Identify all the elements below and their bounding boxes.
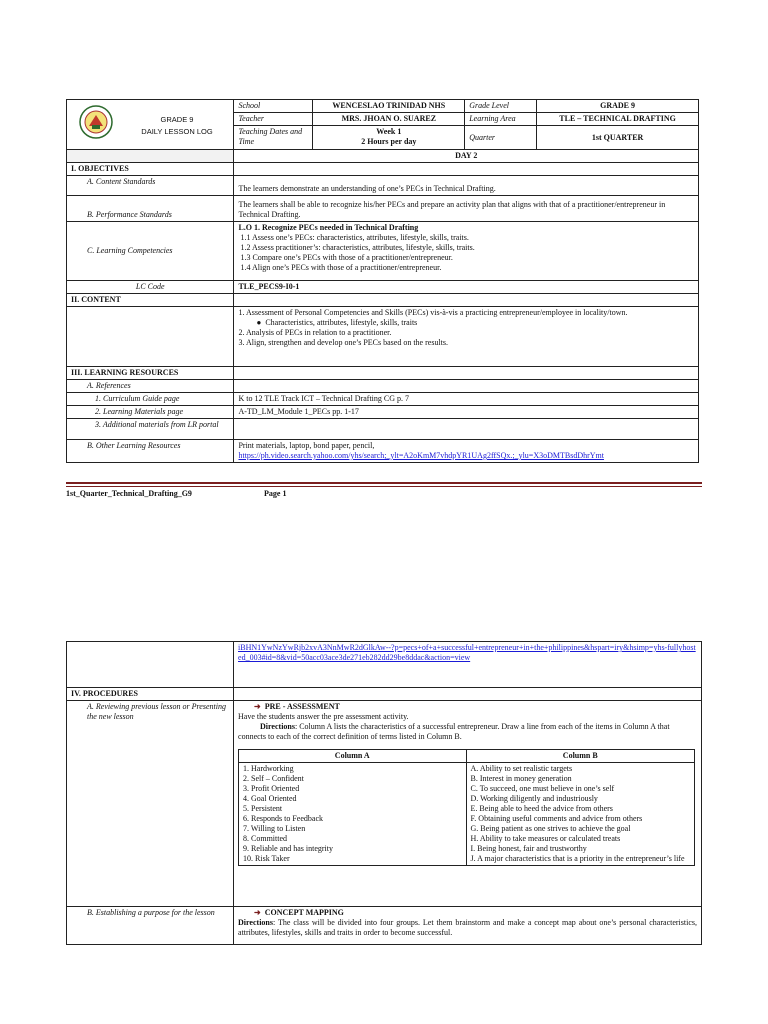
references-label: A. References [67,380,234,393]
teacher-value: MRS. JHOAN O. SUAREZ [313,113,465,126]
content-item-1: 1. Assessment of Personal Competencies and Skills (PECs) vis-à-vis a practicing entrepreneur/employee in locality/town. [238,308,628,317]
blank-cell [234,688,702,701]
column-b-item: J. A major characteristics that is a priority in the entrepreneur’s life [470,854,685,863]
day-label: DAY 2 [234,150,699,163]
objectives-heading: I. OBJECTIVES [67,163,234,176]
blank-cell [67,150,234,163]
competency-item: 1.4 Align one’s PECs with those of a practitioner/entrepreneur. [240,263,442,272]
learning-area-value: TLE – TECHNICAL DRAFTING [537,113,699,126]
grade-level-label: Grade Level [465,100,537,113]
pre-assessment-title-text: PRE - ASSESSMENT [264,702,340,711]
pre-intro: Have the students answer the pre assessment activity. [238,712,409,721]
dates-hours: 2 Hours per day [361,137,417,146]
column-b-item: G. Being patient as one strives to achieve the goal [470,824,631,833]
concept-directions-text: : The class will be divided into four groups. Let them brainstorm and make a concept map about one’s personal characteristics, attributes, lifestyles, skills and traits in order to become successful. [238,918,697,937]
matching-table [238,749,695,866]
content-item-2: 2. Analysis of PECs in relation to a practitioner. [238,328,392,337]
directions-label: Directions [238,918,273,927]
log-title: DAILY LESSON LOG [141,127,213,136]
blank-cell [67,642,234,688]
school-seal-icon [79,105,113,139]
blank-cell [234,419,699,440]
column-b-item: H. Ability to take measures or calculated treats [470,834,621,843]
school-value: WENCESLAO TRINIDAD NHS [313,100,465,113]
column-b-item: D. Working diligently and industriously [470,794,598,803]
column-a-list [239,763,466,866]
procedure-a-label: A. Reviewing previous lesson or Presenting the new lesson [67,701,234,907]
lo-title: L.O 1. Recognize PECs needed in Technical Drafting [238,223,419,232]
pre-directions [238,722,697,742]
column-a-header: Column A [239,750,466,763]
column-a-item: 2. Self – Confident [243,774,304,783]
lm-label: 2. Learning Materials page [67,406,234,419]
arrow-bullet-icon: ➜ [254,702,265,711]
arrow-bullet-icon: ➜ [254,908,265,917]
column-b-item: I. Being honest, fair and trustworthy [470,844,587,853]
competency-item: 1.1 Assess one’s PECs: characteristics, attributes, lifestyle, skills, traits. [240,233,469,242]
learning-area-label: Learning Area [465,113,537,126]
column-b-item: B. Interest in money generation [470,774,572,783]
column-a-item: 3. Profit Oriented [243,784,300,793]
dates-week: Week 1 [376,127,402,136]
teacher-label: Teacher [234,113,313,126]
grade-title: GRADE 9 [160,115,194,124]
column-b-header: Column B [466,750,695,763]
blank-cell [234,367,699,380]
procedure-b-content [234,907,702,945]
column-b-item: C. To succeed, one must believe in one’s self [470,784,615,793]
lc-code-value: TLE_PECS9-I0-1 [234,281,699,294]
directions-label: Directions [260,722,295,731]
competency-item: 1.3 Compare one’s PECs with those of a practitioner/entrepreneur. [240,253,453,262]
link-continued [234,642,702,688]
procedures-heading: IV. PROCEDURES [67,688,234,701]
other-resources-text: Print materials, laptop, bond paper, pencil, [238,441,375,450]
additional-materials-label: 3. Additional materials from LR portal [67,419,234,440]
content-heading: II. CONTENT [67,294,234,307]
quarter-label: Quarter [465,126,537,150]
competencies-label: C. Learning Competencies [67,222,234,281]
lm-value: A-TD_LM_Module 1_PECs pp. 1-17 [234,406,699,419]
content-standards-value: The learners demonstrate an understanding of one’s PECs in Technical Drafting. [234,176,699,196]
content-value [234,307,699,367]
concept-mapping-title [238,908,697,918]
concept-mapping-title-text: CONCEPT MAPPING [264,908,344,917]
competencies-value [234,222,699,281]
column-a-item: 10. Risk Taker [243,854,290,863]
quarter-value: 1st QUARTER [537,126,699,150]
lesson-log-table-page2 [66,641,702,945]
video-link[interactable]: https://ph.video.search.yahoo.com/yhs/search;_ylt=A2oKmM7vhdpYR1UAg2ffSQx.;_ylu=X3oDMTBsdDhrYmt [238,451,604,460]
pre-assessment-title [238,702,697,712]
column-a-item: 7. Willing to Listen [243,824,306,833]
content-standards-label: A. Content Standards [67,176,234,196]
concept-directions [238,918,697,938]
cg-value: K to 12 TLE Track ICT – Technical Drafting CG p. 7 [234,393,699,406]
header-logo-cell [67,100,234,150]
column-b-item: A. Ability to set realistic targets [470,764,573,773]
dates-value [313,126,465,150]
competency-item: 1.2 Assess practitioner’s: characteristics, attributes, lifestyle, skills, traits. [240,243,475,252]
procedure-a-content [234,701,702,907]
footer-left: 1st_Quarter_Technical_Drafting_G9 [66,489,192,498]
other-resources-label: B. Other Learning Resources [67,440,234,463]
content-item-3: 3. Align, strengthen and develop one’s PECs based on the results. [238,338,448,347]
column-b-item: F. Obtaining useful comments and advice from others [470,814,643,823]
cg-label: 1. Curriculum Guide page [67,393,234,406]
blank-cell [234,380,699,393]
content-bullet [238,318,694,328]
performance-standards-value: The learners shall be able to recognize his/her PECs and prepare an activity plan that aligns with that of a practitioner/entrepreneur in Technical Drafting. [234,196,699,222]
column-a-item: 1. Hardworking [243,764,294,773]
lesson-log-table-page1 [66,99,699,463]
footer-divider-thin [66,486,702,487]
column-a-item: 9. Reliable and has integrity [243,844,333,853]
content-bullet-text: Characteristics, attributes, lifestyle, skills, traits [265,318,418,327]
column-a-item: 6. Responds to Feedback [243,814,324,823]
column-a-item: 8. Committed [243,834,288,843]
lc-code-label: LC Code [67,281,234,294]
video-link-continued[interactable]: iBHN1YwNzYwRjb2xvA3NnMwR2dGlkAw--?p=pecs+of+a+successful+entrepreneur+in+the+philippines&hspart=iry&hsimp=yhs-fullyhosted_003#id=8&vid=50acc03ace3de271eb282dd29be8ddac&action=view [238,643,696,662]
column-a-item: 4. Goal Oriented [243,794,297,803]
other-resources-value [234,440,699,463]
column-a-item: 5. Persistent [243,804,283,813]
blank-cell [67,307,234,367]
column-b-item: E. Being able to heed the advice from others [470,804,613,813]
blank-cell [234,163,699,176]
procedure-b-label: B. Establishing a purpose for the lesson [67,907,234,945]
grade-level-value: GRADE 9 [537,100,699,113]
page-number: Page 1 [264,489,287,498]
bullet-icon: ● [256,318,266,327]
dates-label: Teaching Dates and Time [234,126,313,150]
footer-divider [66,482,702,484]
pre-directions-text: : Column A lists the characteristics of a successful entrepreneur. Draw a line from each of the items in Column A that connects to each of the correct definition of terms listed in Column B. [238,722,670,741]
blank-cell [234,294,699,307]
column-b-list [466,763,695,866]
performance-standards-label: B. Performance Standards [67,196,234,222]
school-label: School [234,100,313,113]
resources-heading: III. LEARNING RESOURCES [67,367,234,380]
